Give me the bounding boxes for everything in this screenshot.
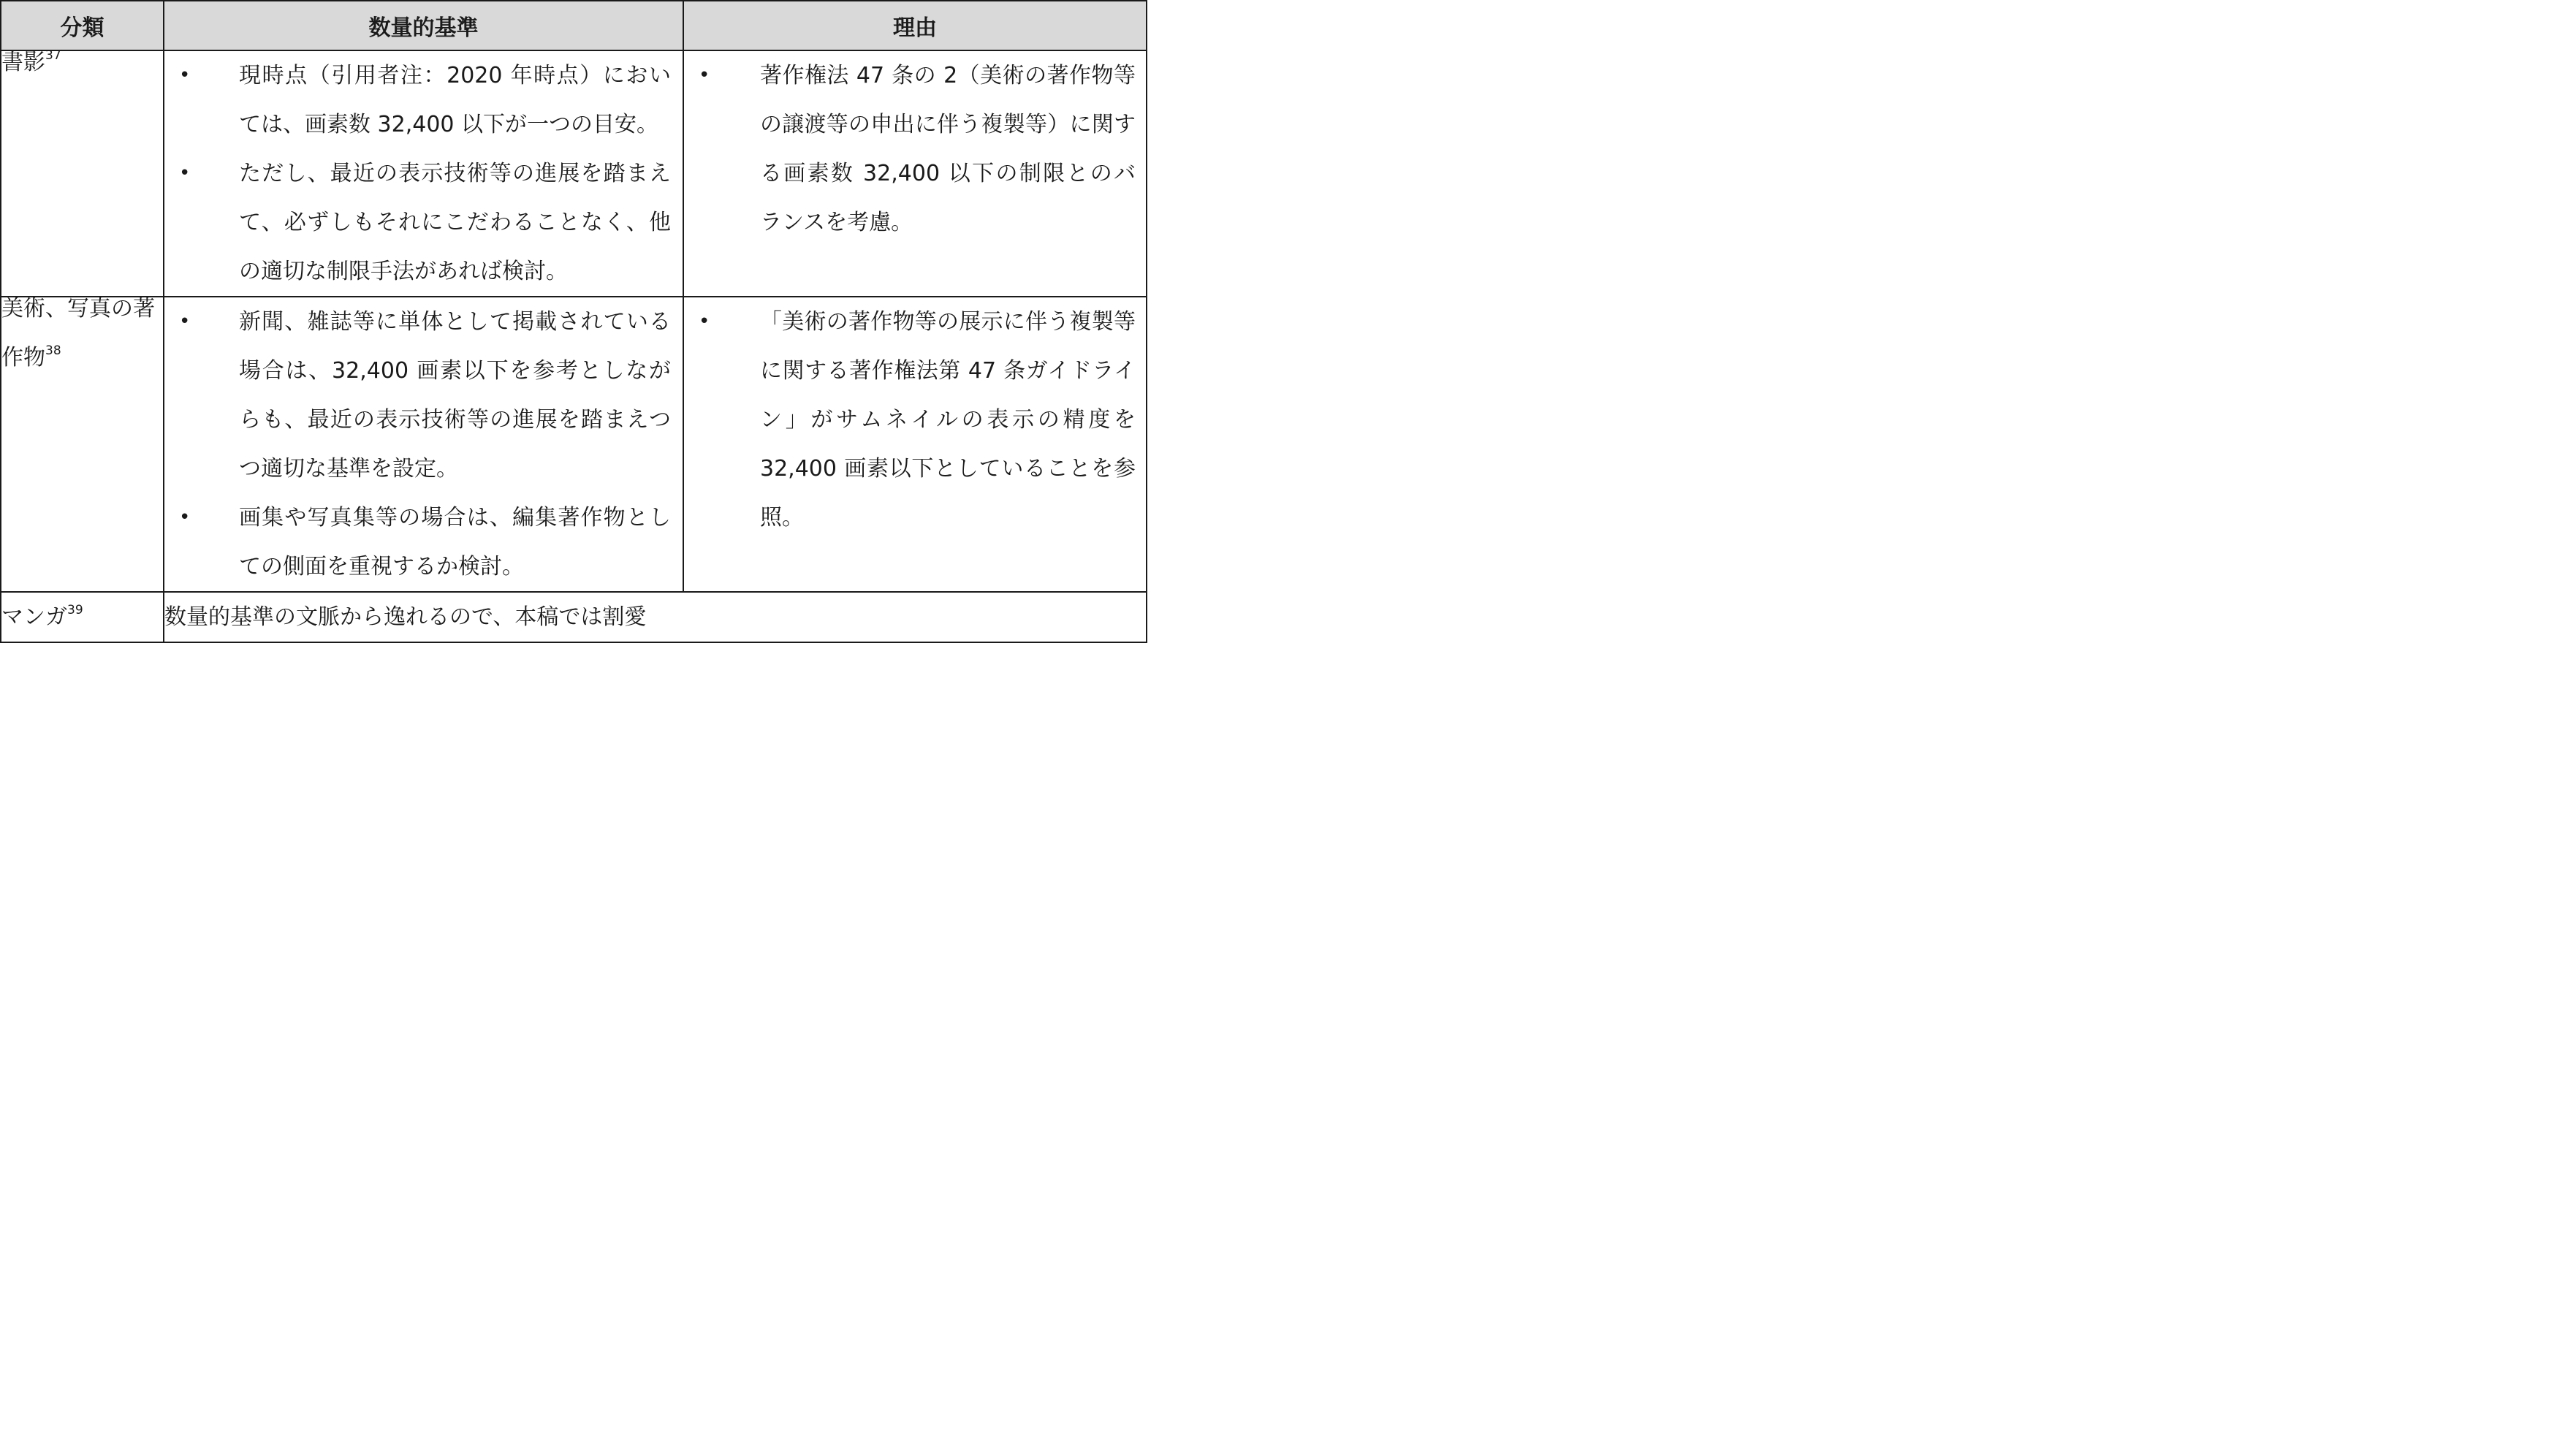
list-item: • 新聞、雑誌等に単体として掲載されている場合は、32,400 画素以下を参考としながらも、最近の表示技術等の進展を踏まえつつ適切な基準を設定。 — [164, 297, 683, 493]
bullet-icon: • — [179, 506, 191, 528]
criteria-table — [0, 0, 1147, 643]
category-cell — [1, 297, 164, 592]
footnote-ref: 37 — [45, 48, 61, 63]
bullet-icon: • — [179, 64, 191, 86]
bullet-icon: • — [179, 311, 191, 332]
category-cell — [1, 592, 164, 642]
reason-cell — [683, 297, 1147, 592]
list-item: • 著作権法 47 条の 2（美術の著作物等の譲渡等の申出に伴う複製等）に関する画素数 32,400 以下の制限とのバランスを考慮。 — [684, 51, 1146, 247]
criteria-list — [164, 297, 683, 591]
footnote-ref: 39 — [67, 603, 83, 617]
category-label: 書影 — [1, 50, 45, 75]
reason-cell — [683, 50, 1147, 297]
category-label: マンガ — [1, 604, 67, 630]
criteria-cell — [164, 297, 683, 592]
table-row — [1, 297, 1147, 592]
list-item: • 画集や写真集等の場合は、編集著作物としての側面を重視するか検討。 — [164, 493, 683, 591]
list-item: • 現時点（引用者注：2020 年時点）においては、画素数 32,400 以下が一つの目安。 — [164, 51, 683, 149]
list-item: • 「美術の著作物等の展示に伴う複製等に関する著作権法第 47 条ガイドライン」がサムネイルの表示の精度を 32,400 画素以下としていることを参照。 — [684, 297, 1146, 542]
bullet-icon: • — [699, 64, 710, 86]
category-label: 美術、写真の著作物 — [1, 296, 155, 370]
note-cell: 数量的基準の文脈から逸れるので、本稿では割愛 — [164, 592, 1147, 642]
table-row — [1, 50, 1147, 297]
criteria-list — [164, 51, 683, 296]
footnote-ref: 38 — [45, 343, 61, 358]
reason-list — [684, 297, 1146, 542]
table-row — [1, 592, 1147, 642]
list-item: • ただし、最近の表示技術等の進展を踏まえて、必ずしもそれにこだわることなく、他の適切な制限手法があれば検討。 — [164, 149, 683, 296]
header-category: 分類 — [1, 1, 164, 50]
header-reason: 理由 — [683, 1, 1147, 50]
criteria-cell — [164, 50, 683, 297]
reason-list — [684, 51, 1146, 247]
bullet-icon: • — [179, 162, 191, 184]
header-criteria: 数量的基準 — [164, 1, 683, 50]
bullet-icon: • — [699, 311, 710, 332]
category-cell — [1, 50, 164, 297]
header-row — [1, 1, 1147, 50]
